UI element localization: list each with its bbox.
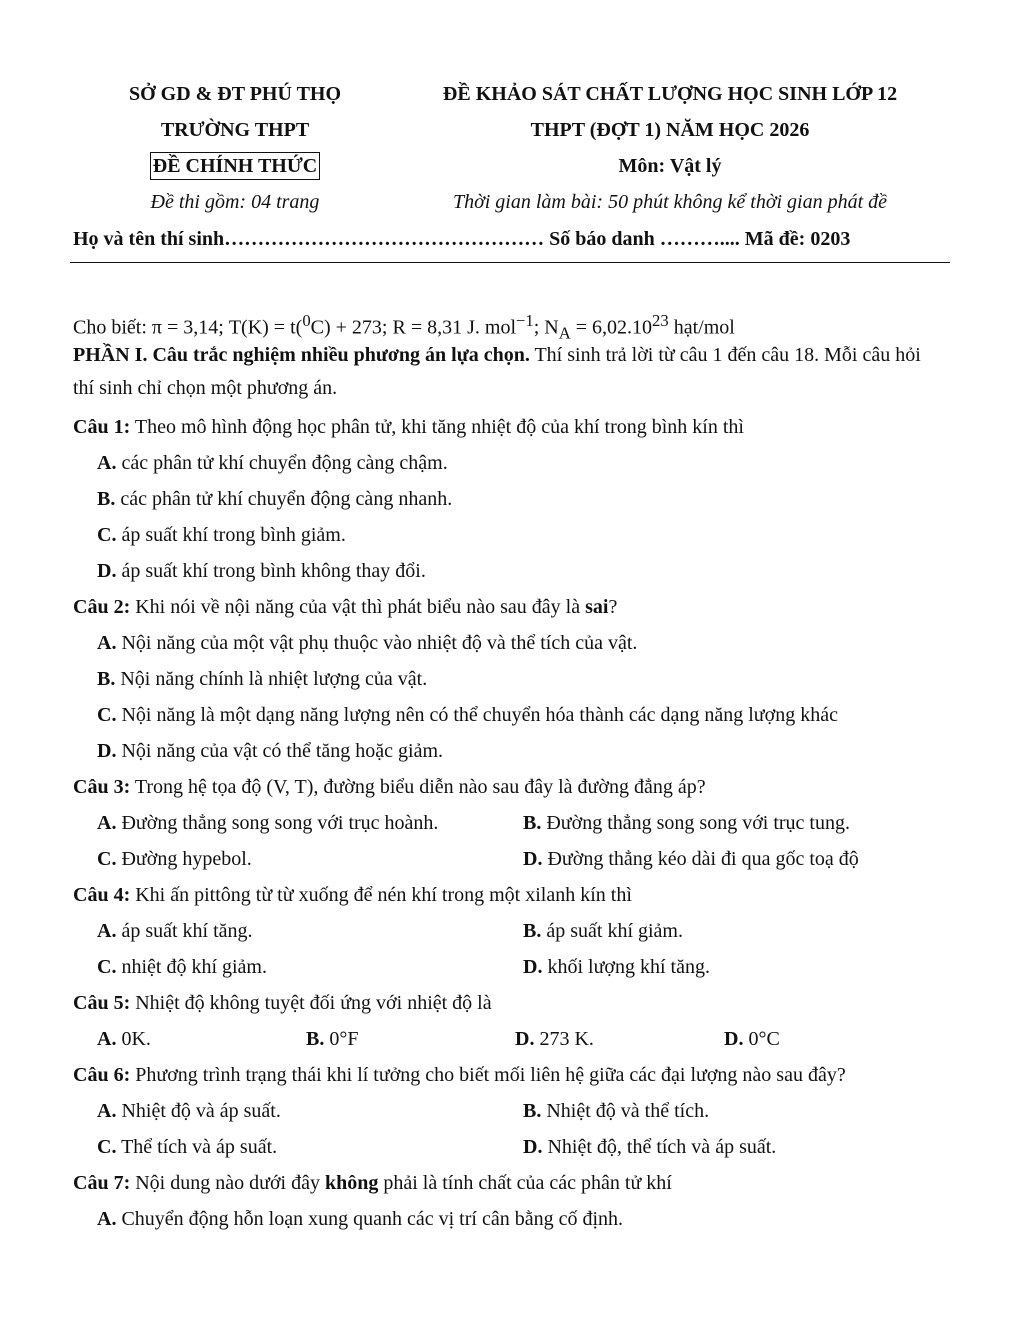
option-letter: B. bbox=[523, 812, 542, 834]
question-label: Câu 6: bbox=[73, 1064, 131, 1086]
question-3 bbox=[73, 769, 933, 805]
option-letter: C. bbox=[97, 956, 117, 978]
question-label: Câu 4: bbox=[73, 884, 131, 906]
section-header bbox=[73, 339, 933, 405]
option-text: 0°C bbox=[743, 1028, 780, 1050]
option-text: Nội năng của vật có thể tăng hoặc giảm. bbox=[116, 740, 444, 762]
option-letter: D. bbox=[523, 956, 543, 978]
header-right bbox=[410, 76, 930, 220]
option-text: Nội năng chính là nhiệt lượng của vật. bbox=[115, 668, 428, 690]
q4-options-row-1 bbox=[73, 913, 933, 949]
option-letter: A. bbox=[97, 1208, 117, 1230]
option-letter: B. bbox=[97, 668, 116, 690]
option-letter: B. bbox=[523, 920, 542, 942]
q3-options-row-2 bbox=[73, 841, 933, 877]
question-1 bbox=[73, 409, 933, 445]
question-text: Nội dung nào dưới đây bbox=[130, 1172, 325, 1194]
q1-option-a[interactable] bbox=[73, 445, 933, 481]
question-label: Câu 7: bbox=[73, 1172, 131, 1194]
option-text: Nội năng của một vật phụ thuộc vào nhiệt độ và thể tích của vật. bbox=[116, 632, 638, 654]
option-text: Thể tích và áp suất. bbox=[116, 1136, 278, 1158]
constant-gas-a: R = 8,31 J. mol bbox=[392, 316, 516, 339]
q4-option-a[interactable] bbox=[97, 913, 523, 949]
name-label: Họ và tên thí sinh bbox=[73, 228, 225, 250]
code-label: Mã đề: bbox=[744, 228, 806, 250]
q4-options-row-2 bbox=[73, 949, 933, 985]
q5-option-b[interactable] bbox=[306, 1021, 515, 1057]
option-letter: A. bbox=[97, 920, 117, 942]
option-text: Chuyển động hỗn loạn xung quanh các vị trí cân bằng cố định. bbox=[116, 1208, 624, 1230]
constant-avog-sub: A bbox=[558, 323, 571, 343]
option-text: khối lượng khí tăng. bbox=[542, 956, 710, 978]
q6-options-row-1 bbox=[73, 1093, 933, 1129]
option-text: áp suất khí trong bình không thay đổi. bbox=[116, 560, 426, 582]
option-text: Nhiệt độ và áp suất. bbox=[116, 1100, 281, 1122]
q5-option-c[interactable] bbox=[515, 1021, 724, 1057]
q3-option-c[interactable] bbox=[97, 841, 523, 877]
option-text: các phân tử khí chuyển động càng nhanh. bbox=[115, 488, 453, 510]
question-tail: ? bbox=[608, 596, 618, 618]
constant-gas-sup: −1 bbox=[516, 311, 534, 330]
option-letter: C. bbox=[97, 848, 117, 870]
option-letter: D. bbox=[97, 740, 117, 762]
question-emphasis: sai bbox=[585, 596, 609, 618]
question-2 bbox=[73, 589, 933, 625]
constant-pi: π = 3,14; bbox=[151, 316, 229, 339]
q6-option-a[interactable] bbox=[97, 1093, 523, 1129]
option-letter: A. bbox=[97, 812, 117, 834]
section-title: PHẦN I. Câu trắc nghiệm nhiều phương án lựa chọn. bbox=[73, 344, 530, 366]
option-text: nhiệt độ khí giảm. bbox=[116, 956, 267, 978]
option-text: Đường thẳng song song với trục hoành. bbox=[116, 812, 439, 834]
exam-body bbox=[73, 303, 933, 1237]
exam-round: THPT (ĐỢT 1) NĂM HỌC 2026 bbox=[530, 119, 810, 141]
exam-title: ĐỀ KHẢO SÁT CHẤT LƯỢNG HỌC SINH LỚP 12 bbox=[442, 83, 898, 105]
pages-note: Đề thi gồm: 04 trang bbox=[150, 191, 320, 213]
question-label: Câu 5: bbox=[73, 992, 131, 1014]
option-text: các phân tử khí chuyển động càng chậm. bbox=[116, 452, 448, 474]
option-text: 0°F bbox=[324, 1028, 359, 1050]
q4-option-c[interactable] bbox=[97, 949, 523, 985]
option-letter: A. bbox=[97, 632, 117, 654]
constant-gas-b: ; N bbox=[533, 316, 559, 339]
department-name: SỞ GD & ĐT PHÚ THỌ bbox=[128, 83, 342, 105]
option-text: 273 K. bbox=[534, 1028, 594, 1050]
question-emphasis: không bbox=[324, 1172, 379, 1194]
option-text: Đường thẳng song song với trục tung. bbox=[541, 812, 850, 834]
q4-option-b[interactable] bbox=[523, 913, 683, 949]
constant-temp-sup: 0 bbox=[302, 311, 311, 330]
question-label: Câu 3: bbox=[73, 776, 131, 798]
option-letter: A. bbox=[97, 1028, 117, 1050]
code-value: 0203 bbox=[810, 228, 851, 250]
header-left bbox=[110, 76, 360, 220]
constant-avog-sup: 23 bbox=[652, 311, 669, 330]
question-text: Khi ấn pittông từ từ xuống để nén khí trong một xilanh kín thì bbox=[130, 884, 632, 906]
q1-option-b[interactable] bbox=[73, 481, 933, 517]
q1-option-d[interactable] bbox=[73, 553, 933, 589]
option-letter: C. bbox=[97, 704, 117, 726]
q2-option-d[interactable] bbox=[73, 733, 933, 769]
time-note: Thời gian làm bài: 50 phút không kể thời gian phát đề bbox=[452, 191, 888, 213]
name-dots: ………………………………………… bbox=[224, 228, 545, 250]
question-text: Theo mô hình động học phân tử, khi tăng nhiệt độ của khí trong bình kín thì bbox=[130, 416, 744, 438]
q3-option-d[interactable] bbox=[523, 841, 859, 877]
q2-option-b[interactable] bbox=[73, 661, 933, 697]
option-letter: D. bbox=[523, 848, 543, 870]
option-letter: C. bbox=[97, 1136, 117, 1158]
q3-options-row-1 bbox=[73, 805, 933, 841]
q3-option-b[interactable] bbox=[523, 805, 850, 841]
q5-options-row bbox=[73, 1021, 933, 1057]
school-name: TRƯỜNG THPT bbox=[160, 119, 310, 141]
option-text: Đường hypebol. bbox=[116, 848, 252, 870]
question-4 bbox=[73, 877, 933, 913]
option-text: áp suất khí tăng. bbox=[116, 920, 253, 942]
option-text: Đường thẳng kéo dài đi qua gốc toạ độ bbox=[542, 848, 859, 870]
question-text: Trong hệ tọa độ (V, T), đường biểu diễn nào sau đây là đường đẳng áp? bbox=[130, 776, 706, 798]
option-letter: D. bbox=[515, 1028, 535, 1050]
option-text: áp suất khí giảm. bbox=[541, 920, 683, 942]
q6-option-d[interactable] bbox=[523, 1129, 776, 1165]
constants-line bbox=[73, 303, 933, 343]
q7-option-a[interactable] bbox=[73, 1201, 933, 1237]
question-6 bbox=[73, 1057, 933, 1093]
question-label: Câu 2: bbox=[73, 596, 131, 618]
constants-prefix: Cho biết: bbox=[73, 316, 152, 339]
question-label: Câu 1: bbox=[73, 416, 131, 438]
q2-option-a[interactable] bbox=[73, 625, 933, 661]
constant-temp-a: T(K) = t( bbox=[228, 316, 303, 339]
option-text: Nhiệt độ, thể tích và áp suất. bbox=[542, 1136, 777, 1158]
option-letter: B. bbox=[306, 1028, 325, 1050]
option-letter: D. bbox=[523, 1136, 543, 1158]
option-text: 0K. bbox=[116, 1028, 151, 1050]
question-text: Nhiệt độ không tuyệt đối ứng với nhiệt độ là bbox=[130, 992, 492, 1014]
q6-option-c[interactable] bbox=[97, 1129, 523, 1165]
q6-option-b[interactable] bbox=[523, 1093, 709, 1129]
constant-avog-a: = 6,02.10 bbox=[570, 316, 653, 339]
q6-options-row-2 bbox=[73, 1129, 933, 1165]
option-letter: A. bbox=[97, 452, 117, 474]
id-dots: ……….... bbox=[659, 228, 740, 250]
constant-temp-b: C) + 273; bbox=[310, 316, 393, 339]
student-info-line bbox=[73, 228, 918, 251]
q5-option-a[interactable] bbox=[97, 1021, 306, 1057]
official-label: ĐỀ CHÍNH THỨC bbox=[150, 152, 320, 180]
header-divider bbox=[70, 262, 950, 263]
option-letter: C. bbox=[97, 524, 117, 546]
constant-avog-b: hạt/mol bbox=[668, 316, 735, 339]
question-text: Khi nói về nội năng của vật thì phát biểu nào sau đây là bbox=[130, 596, 586, 618]
option-text: áp suất khí trong bình giảm. bbox=[116, 524, 346, 546]
question-5 bbox=[73, 985, 933, 1021]
subject: Môn: Vật lý bbox=[618, 155, 722, 177]
option-letter: D. bbox=[97, 560, 117, 582]
q3-option-a[interactable] bbox=[97, 805, 523, 841]
question-7 bbox=[73, 1165, 933, 1201]
q4-option-d[interactable] bbox=[523, 949, 710, 985]
option-letter: B. bbox=[97, 488, 116, 510]
option-text: Nội năng là một dạng năng lượng nên có thể chuyển hóa thành các dạng năng lượng khác bbox=[116, 704, 838, 726]
option-letter: B. bbox=[523, 1100, 542, 1122]
option-text: Nhiệt độ và thể tích. bbox=[541, 1100, 710, 1122]
q5-option-d[interactable] bbox=[724, 1021, 933, 1057]
id-label: Số báo danh bbox=[549, 228, 655, 250]
question-text: Phương trình trạng thái khi lí tưởng cho biết mối liên hệ giữa các đại lượng nào sau đây? bbox=[130, 1064, 846, 1086]
q1-option-c[interactable] bbox=[73, 517, 933, 553]
q2-option-c[interactable] bbox=[73, 697, 933, 733]
section-instructions: Thí sinh trả lời từ câu 1 đến câu 18. Mỗi câu hỏi thí sinh chỉ chọn một phương án. bbox=[73, 344, 921, 399]
option-letter: D. bbox=[724, 1028, 744, 1050]
option-letter: A. bbox=[97, 1100, 117, 1122]
question-tail: phải là tính chất của các phân tử khí bbox=[378, 1172, 672, 1194]
